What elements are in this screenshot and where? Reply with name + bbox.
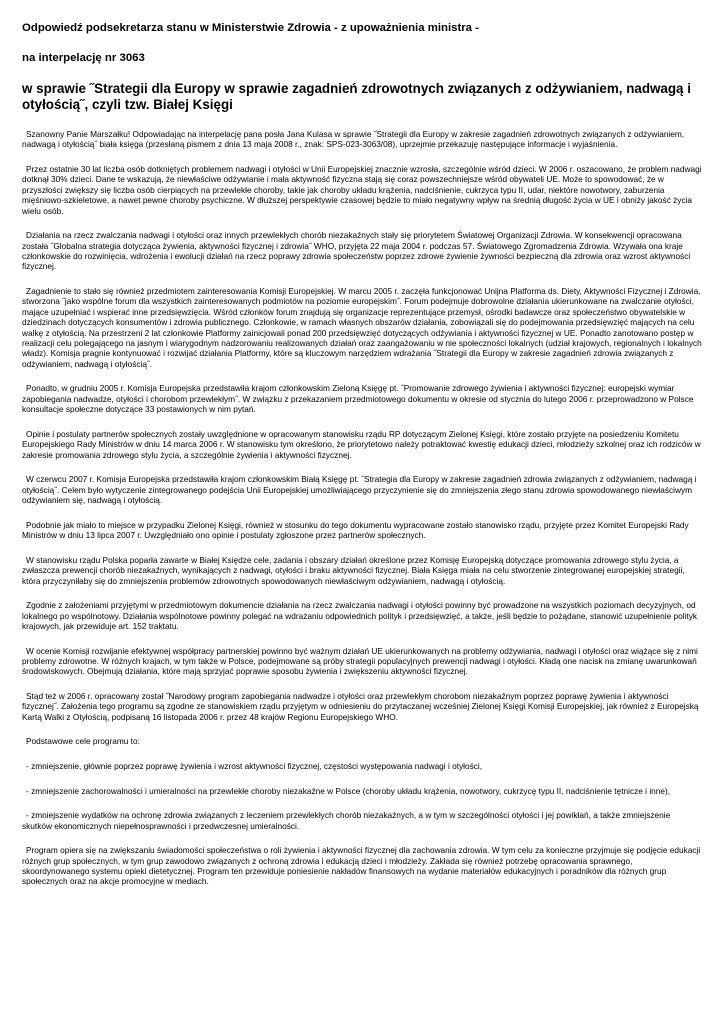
paragraph: Zgodnie z założeniami przyjętymi w przedmiotowym dokumencie działania na rzecz zwalczania nadwagi i otyłości powinny być prowadzone na wszystkich poziomach decyzyjnych, od lokalnego po wspólnotowy. Działania wspólnotowe powinny polegać na wdrażaniu odpowiednich polityk i przedsięwzięć, a także, jeśli będzie to pożądane, stanowić uzupełnienie polityk krajowych, jak przewiduje art. 152 traktatu. <box>22 600 698 631</box>
paragraph: Podobnie jak miało to miejsce w przypadku Zielonej Księgi, również w stosunku do tego dokumentu wypracowane zostało stanowisko rządu, przyjęte przez Komitet Europejski Rady Ministrów w dniu 13 lipca 2007 r. Uwzględniało ono opinie i postulaty zgłoszone przez partnerów społecznych. <box>22 519 689 541</box>
paragraph: Program opiera się na zwiększaniu świadomości społeczeństwa o roli żywienia i aktywności fizycznej dla zachowania zdrowia. W tym celu za konieczne przyjmuje się podjęcie edukacji różnych grup społecznych, w tym grup zawodowo związanych z ochroną zdrowia i edukacją dzieci i młodzieży. Zakłada się również potrzebę opracowania sprawnego, skoordynowanego systemu opieki dietetycznej. Program ten przewiduje poniesienie nakładów finansowych na wydanie materiałów edukacyjnych i poradników dla różnych grup społecznych oraz na akcje promocyjne w mediach. <box>22 845 701 887</box>
document-title: w sprawie ˝Strategii dla Europy w sprawie zagadnień zdrowotnych związanych z odżywianiem, nadwagą i otyłością˝, czyli tzw. Białej Księgi <box>22 81 691 112</box>
paragraph: Przez ostatnie 30 lat liczba osób dotkniętych problemem nadwagi i otyłości w Unii Europejskiej znacznie wzrosła, szczególnie wśród dzieci. W 2006 r. oszacowano, że problem nadwagi dotknął 30% dzieci. Dane te wskazują, że niewłaściwe odżywianie i mała aktywność fizyczna stają się coraz powszechniejsze wśród obywateli UE. Może to spowodować, że w przyszłości zwiększy się liczba osób cierpiących na przewlekłe choroby, takie jak choroby układu krążenia, nadciśnienie, cukrzyca typu II, udar, niektóre nowotwory, zaburzenia mięśniowo-szkieletowe, a nawet pewne choroby psychiczne. W dłuższej perspektywie czasowej będzie to miało negatywny wpływ na średnią długość życia w UE i obniży jakość życia wielu osób. <box>22 164 702 216</box>
list-item: - zmniejszenie, głównie poprzez poprawę żywienia i wzrost aktywności fizycznej, częstości występowania nadwagi i otyłości, <box>26 760 483 771</box>
paragraph: Szanowny Panie Marszałku! Odpowiadając na interpelację pana posła Jana Kulasa w sprawie ˝Strategii dla Europy w zakresie zagadnień zdrowotnych związanych z odżywianiem, nadwagą i otyłością˝ biała księga (przesłaną pismem z dnia 13 maja 2008 r., znak: SPS-023-3063/08), uprzejmie przekazuję następujące informacje i wyjaśnienia. <box>22 129 685 150</box>
paragraph: W ocenie Komisji rozwijanie efektywnej współpracy partnerskiej powinno być ważnym działań UE ukierunkowanych na problemy odżywiania, nadwagi i otyłości oraz wiążące się z nimi problemy zdrowotne. W różnych krajach, w tym także w Polsce, podejmowane są próby strategii populacyjnych prewencji nadwagi i otyłości. Kładą one nacisk na zmianę uwarunkowań środowiskowych. Obejmują działania, które mają sprzyjać poprawie sposobu żywienia i zwiększeniu aktywności fizycznej. <box>22 645 698 677</box>
paragraph: W czerwcu 2007 r. Komisja Europejska przedstawiła krajom członkowskim Białą Księgę pt. ˝Strategia dla Europy w zakresie zagadnień zdrowia związanych z odżywianiem, nadwagą i otyłością˝. Celem było wytyczenie zintegrowanego podejścia Unii Europejskiej umożliwiającego przyczynienie się do zmniejszenia złego stanu zdrowia spowodowanego niewłaściwym odżywianiem się, nadwagą i otyłością. <box>22 474 697 506</box>
document-body <box>22 129 702 887</box>
paragraph: Ponadto, w grudniu 2005 r. Komisja Europejska przedstawiła krajom członkowskim Zieloną Księgę pt. ˝Promowanie zdrowego żywienia i aktywności fizycznej: europejski wymiar zapobiegania nadwadze, otyłości i chorobom przewlekłym˝. W związku z przekazaniem przedmiotowego dokumentu w okresie od stycznia do lutego 2006 r. przeprowadzono w Polsce konsultacje społeczne dotyczące 33 postawionych w nim pytań. <box>22 383 694 415</box>
interpelation-number: na interpelację nr 3063 <box>22 52 145 64</box>
document-header-line: Odpowiedź podsekretarza stanu w Ministerstwie Zdrowia - z upoważnienia ministra - <box>22 22 479 34</box>
list-item: - zmniejszenie wydatków na ochronę zdrowia związanych z leczeniem przewlekłych chorób niezakaźnych, a w tym w szczególności otyłości i jej powikłań, a także zmniejszenie skutków ekonomicznych niepełnosprawności i przedwczesnej umieralności. <box>22 810 671 831</box>
paragraph: Zagadnienie to stało się również przedmiotem zainteresowania Komisji Europejskiej. W marcu 2005 r. zaczęła funkcjonować Unijna Platforma ds. Diety, Aktywności Fizycznej i Zdrowia, stworzona ˝jako wspólne forum dla wszystkich zainteresowanych podmiotów na poziomie europejskim˝. Forum podejmuje dobrowolne działania ukierunkowane na zwalczanie otyłości, mające uzupełniać i wspierać inne przedsięwzięcia. Wśród członków forum znajdują się organizacje reprezentujące przemysł, ośrodki badawcze oraz społeczeństwo obywatelskie w dziedzinach dotyczących konsumentów i zdrowia publicznego. Członkowie, w ramach własnych obszarów działania, zobowiązali się do podejmowania przedsięwzięć mających na celu walkę z otyłością. Na przestrzeni 2 lat członkowie Platformy zainicjowali ponad 200 przedsięwzięć dotyczących odżywiania i aktywności fizycznej w UE. Ponadto zanotowano postęp w realizacji celu polegającego na jasnym i wiarygodnym nadzorowaniu realizowanych działań oraz zaangażowaniu w nie społeczności lokalnych (udział krajowych, regionalnych i lokalnych władz). Komisja pragnie kontynuować i rozwijać działania Platformy, które są kluczowym narzędziem wdrażania ˝Strategii dla Europy w zakresie zagadnień zdrowia związanych z odżywianiem, nadwagą i otyłością˝. <box>22 286 702 369</box>
paragraph: Opinie i postulaty partnerów społecznych zostały uwzględnione w opracowanym stanowisku rządu RP dotyczącym Zielonej Księgi, które zostało przyjęte na posiedzeniu Komitetu Europejskiego Rady Ministrów w dniu 14 marca 2006 r. W stanowisku tym określono, że priorytetowo należy potraktować kwestię edukacji dzieci, młodzieży szkolnej oraz ich rodziców w zakresie promowania zdrowego stylu życia, a szczególnie żywienia i aktywności fizycznej. <box>22 428 701 460</box>
paragraph: W stanowisku rządu Polska poparła zawarte w Białej Księdze cele, zadania i obszary działań określone przez Komisję Europejską dotyczące promowania zdrowego stylu życia, a zwłaszcza prewencji chorób niezakaźnych, wynikających z nadwagi, otyłości i braku aktywności fizycznej. Biała Księga miała na celu stworzenie zintegrowanej europejskiej strategii, która przyczyniłaby się do zmniejszenia problemów zdrowotnych spowodowanych niewłaściwym odżywianiem, nadwagą i otyłością. <box>22 554 685 586</box>
paragraph: Działania na rzecz zwalczania nadwagi i otyłości oraz innych przewlekłych chorób niezakaźnych stały się priorytetem Światowej Organizacji Zdrowia. W konsekwencji opracowana została ˝Globalna strategia dotycząca żywienia, aktywności fizycznej i zdrowia˝ WHO, przyjęta 22 maja 2004 r. podczas 57. Światowego Zgromadzenia Zdrowia. Wzywała ona kraje członkowskie do rozwinięcia, wdrożenia i ewolucji działań na rzecz poprawy zdrowia społeczeństw poprzez zdrowe żywienie żywności bezpieczną dla zdrowia oraz wzrost aktywności fizycznej. <box>22 230 691 272</box>
paragraph: Podstawowe cele programu to: <box>26 736 140 747</box>
paragraph: Stąd też w 2006 r. opracowany został ˝Narodowy program zapobiegania nadwadze i otyłości oraz przewlekłym chorobom niezakaźnym poprzez poprawę żywienia i aktywności fizycznej˝. Założenia tego programu są zgodne ze stanowiskiem rządu przyjętym w odniesieniu do przytaczanej wcześniej Zielonej Księgi Komisji Europejskiej, jak również z Europejską Kartą Walki z Otyłością, podpisaną 16 listopada 2006 r. przez 48 krajów Regionu Europejskiego WHO. <box>22 690 699 722</box>
list-item: - zmniejszenie zachorowalności i umieralności na przewlekłe choroby niezakaźne w Polsce (choroby układu krążenia, nowotwory, cukrzycę typu II, nadciśnienie tętnicze i inne), <box>26 785 671 796</box>
